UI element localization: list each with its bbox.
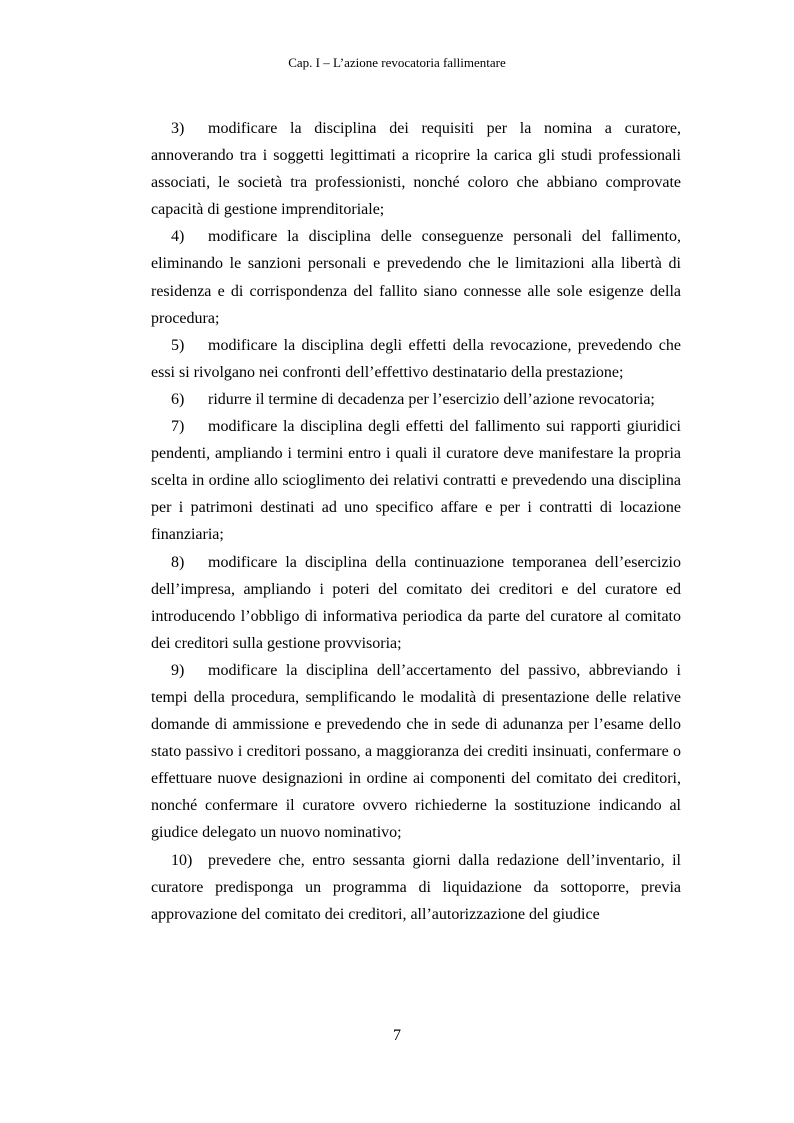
item-text: modificare la disciplina degli effetti della revocazione, prevedendo che essi si rivolgano nei confronti dell’effettivo destinatario della prestazione; bbox=[151, 336, 681, 381]
item-number: 6) bbox=[171, 390, 185, 408]
page-number: 7 bbox=[393, 1027, 401, 1044]
item-number: 3) bbox=[171, 120, 185, 137]
item-number: 10) bbox=[171, 851, 193, 869]
list-item bbox=[151, 413, 681, 548]
list-item bbox=[151, 332, 681, 386]
item-number: 4) bbox=[171, 228, 185, 246]
running-header: Cap. I – L’azione revocatoria fallimentare bbox=[288, 55, 506, 70]
list-item bbox=[151, 657, 681, 847]
item-text: modificare la disciplina degli effetti del fallimento sui rapporti giuridici pendenti, ampliando i termini entro i quali il curatore deve manifestare la propria scelta in ordine allo scioglimento dei relativi contratti e prevedendo una disciplina per i patrimoni destinati ad uno specifico affare e per i contratti di locazione finanziaria; bbox=[151, 418, 681, 544]
item-number: 5) bbox=[171, 336, 185, 354]
item-text: modificare la disciplina delle conseguenze personali del fallimento, eliminando le sanzioni personali e prevedendo che le limitazioni alla libertà di residenza e di corrispondenza del fallito siano connesse alle sole esigenze della procedura; bbox=[151, 228, 681, 327]
list-item bbox=[151, 549, 681, 657]
item-text: modificare la disciplina della continuazione temporanea dell’esercizio dell’impresa, ampliando i poteri del comitato dei creditori e del curatore ed introducendo l’obbligo di informativa periodica da parte del curatore al comitato dei creditori sulla gestione provvisoria; bbox=[151, 553, 681, 652]
item-text: modificare la disciplina dei requisiti per la nomina a curatore, annoverando tra i soggetti legittimati a ricoprire la carica gli studi professionali associati, le società tra professionisti, nonché coloro che abbiano comprovate capacità di gestione imprenditoriale; bbox=[151, 120, 681, 219]
list-item bbox=[151, 223, 681, 331]
item-number: 8) bbox=[171, 553, 185, 571]
item-text: modificare la disciplina dell’accertamento del passivo, abbreviando i tempi della procedura, semplificando le modalità di presentazione delle relative domande di ammissione e prevedendo che in sede di adunanza per l’esame dello stato passivo i creditori possano, a maggioranza dei crediti insinuati, confermare o effettuare nuove designazioni in ordine ai componenti del comitato dei creditori, nonché confermare il curatore ovvero richiederne la sostituzione indicando al giudice delegato un nuovo nominativo; bbox=[151, 661, 681, 842]
item-text: ridurre il termine di decadenza per l’esercizio dell’azione revocatoria; bbox=[208, 390, 655, 408]
list-item bbox=[151, 115, 681, 223]
item-text: prevedere che, entro sessanta giorni dalla redazione dell’inventario, il curatore predisponga un programma di liquidazione da sottoporre, previa approvazione del comitato dei creditori, all’autorizzazione del giudice bbox=[151, 851, 681, 923]
item-number: 7) bbox=[171, 418, 185, 436]
item-number: 9) bbox=[171, 661, 185, 679]
body-text bbox=[151, 115, 681, 928]
list-item bbox=[151, 847, 681, 928]
list-item bbox=[151, 386, 681, 413]
